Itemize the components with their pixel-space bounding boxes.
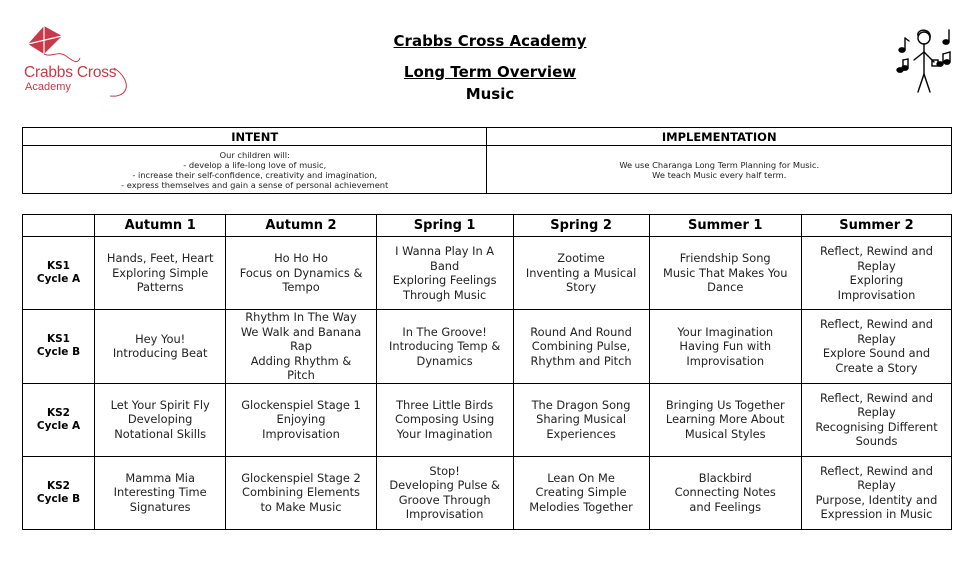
table-row bbox=[23, 456, 952, 529]
unit-line: Recognising Different bbox=[815, 419, 938, 434]
unit-cell bbox=[95, 310, 226, 384]
intent-line: - express themselves and gain a sense of personal achievement bbox=[121, 179, 389, 190]
unit-cell bbox=[801, 456, 951, 529]
unit-line: Let Your Spirit Fly bbox=[110, 397, 210, 412]
unit-line: Rhythm In The Way bbox=[245, 310, 357, 324]
unit-line: Learning More About bbox=[665, 412, 785, 427]
unit-line: Lean On Me bbox=[547, 470, 615, 485]
unit-line: Groove Through bbox=[398, 492, 491, 507]
unit-line: Exploring Feelings bbox=[392, 273, 497, 287]
unit-line: Glockenspiel Stage 1 bbox=[241, 397, 361, 412]
implementation-line: We teach Music every half term. bbox=[652, 169, 787, 180]
row-label bbox=[23, 237, 95, 310]
implementation-content bbox=[487, 146, 952, 194]
unit-line: Purpose, Identity and bbox=[815, 492, 938, 507]
unit-line: Experiences bbox=[546, 426, 616, 441]
row-label-line: KS1 bbox=[46, 333, 70, 346]
unit-line: Exploring bbox=[849, 273, 904, 287]
unit-cell bbox=[801, 383, 951, 456]
row-label bbox=[23, 456, 95, 529]
table-row bbox=[23, 237, 952, 310]
unit-line: Three Little Birds bbox=[396, 397, 494, 412]
intent-line: - develop a life-long love of music, bbox=[183, 159, 327, 170]
unit-cell bbox=[649, 383, 801, 456]
document-title: Long Term Overview bbox=[403, 63, 577, 81]
unit-line: Your Imagination bbox=[677, 324, 774, 339]
unit-line: I Wanna Play In A bbox=[395, 244, 495, 258]
unit-cell bbox=[649, 310, 801, 384]
unit-cell bbox=[513, 456, 649, 529]
unit-line: Having Fun with bbox=[679, 339, 772, 353]
unit-line: Explore Sound and bbox=[822, 346, 931, 361]
implementation-line: We use Charanga Long Term Planning for Music. bbox=[619, 159, 820, 170]
unit-line: Create a Story bbox=[835, 360, 918, 375]
unit-line: Reflect, Rewind and bbox=[820, 317, 933, 332]
subject-title: Music bbox=[465, 85, 515, 103]
unit-cell bbox=[801, 310, 951, 384]
unit-line: Ho Ho Ho bbox=[274, 251, 328, 266]
unit-line: Mamma Mia bbox=[125, 470, 195, 485]
intent-heading: INTENT bbox=[23, 128, 487, 146]
overview-body bbox=[23, 237, 952, 530]
unit-line: Melodies Together bbox=[529, 499, 633, 514]
unit-line: Enjoying bbox=[276, 412, 326, 427]
unit-cell bbox=[513, 237, 649, 310]
unit-cell bbox=[226, 237, 376, 310]
unit-line: Friendship Song bbox=[679, 251, 771, 266]
unit-line: Sounds bbox=[855, 434, 898, 448]
unit-line: Composing Using bbox=[394, 412, 495, 427]
unit-line: Hands, Feet, Heart bbox=[106, 251, 214, 266]
unit-line: Focus on Dynamics & bbox=[239, 265, 363, 280]
unit-line: The Dragon Song bbox=[531, 397, 631, 412]
unit-line: Rhythm and Pitch bbox=[530, 353, 632, 368]
unit-cell bbox=[376, 237, 513, 310]
unit-line: Dance bbox=[707, 280, 744, 295]
unit-line: Signatures bbox=[129, 499, 191, 514]
unit-line: Bringing Us Together bbox=[665, 397, 785, 412]
implementation-heading: IMPLEMENTATION bbox=[487, 128, 952, 146]
unit-line: Improvisation bbox=[262, 426, 340, 441]
term-header: Autumn 2 bbox=[226, 215, 376, 237]
row-label-line: Cycle A bbox=[36, 273, 81, 285]
unit-cell bbox=[376, 456, 513, 529]
unit-cell bbox=[649, 237, 801, 310]
unit-line: Zootime bbox=[557, 251, 605, 266]
intent-content bbox=[23, 146, 487, 194]
unit-line: Rap bbox=[290, 339, 312, 353]
unit-line: Replay bbox=[857, 331, 896, 346]
unit-cell bbox=[376, 383, 513, 456]
unit-cell bbox=[649, 456, 801, 529]
row-label-line: Cycle A bbox=[36, 419, 81, 432]
term-header: Summer 1 bbox=[649, 215, 801, 237]
row-label bbox=[23, 310, 95, 384]
unit-line: Combining Pulse, bbox=[531, 339, 631, 353]
unit-line: Band bbox=[430, 258, 460, 273]
unit-line: We Walk and Banana bbox=[240, 324, 362, 339]
term-header: Spring 1 bbox=[376, 215, 513, 237]
term-header-row bbox=[23, 215, 952, 237]
unit-cell bbox=[376, 310, 513, 384]
unit-line: Introducing Temp & bbox=[389, 339, 501, 353]
row-label bbox=[23, 383, 95, 456]
long-term-overview-table bbox=[22, 214, 952, 530]
unit-cell bbox=[95, 383, 226, 456]
unit-line: Replay bbox=[857, 258, 896, 273]
unit-line: Stop! bbox=[429, 463, 460, 478]
unit-cell bbox=[226, 310, 376, 384]
row-label-line: Cycle B bbox=[36, 346, 81, 359]
unit-cell bbox=[226, 456, 376, 529]
unit-line: Reflect, Rewind and bbox=[820, 390, 933, 405]
unit-line: Story bbox=[566, 280, 597, 295]
unit-line: Glockenspiel Stage 2 bbox=[241, 470, 361, 485]
unit-line: Musical Styles bbox=[684, 426, 766, 441]
unit-line: Blackbird bbox=[698, 470, 752, 485]
unit-line: Your Imagination bbox=[396, 426, 493, 441]
unit-line: Adding Rhythm & bbox=[250, 353, 352, 368]
intent-line: - increase their self-confidence, creativity and imagination, bbox=[132, 169, 378, 180]
unit-line: Notational Skills bbox=[114, 426, 207, 441]
unit-line: Pitch bbox=[287, 368, 315, 382]
table-row bbox=[23, 383, 952, 456]
unit-line: Round And Round bbox=[530, 324, 632, 339]
school-title: Crabbs Cross Academy bbox=[393, 32, 587, 50]
unit-line: and Feelings bbox=[689, 499, 762, 514]
unit-line: Connecting Notes bbox=[674, 485, 776, 500]
unit-line: Combining Elements bbox=[242, 485, 360, 500]
row-label-line: KS1 bbox=[46, 260, 70, 272]
unit-cell bbox=[801, 237, 951, 310]
term-header: Spring 2 bbox=[513, 215, 649, 237]
unit-line: Replay bbox=[857, 478, 896, 492]
unit-cell bbox=[226, 383, 376, 456]
unit-line: In The Groove! bbox=[402, 324, 487, 339]
table-row bbox=[23, 310, 952, 384]
unit-cell bbox=[513, 383, 649, 456]
unit-line: Developing Pulse & bbox=[389, 478, 500, 492]
school-logo bbox=[22, 24, 132, 104]
row-label-line: KS2 bbox=[46, 406, 70, 419]
unit-line: Replay bbox=[857, 405, 896, 419]
unit-line: Exploring Simple bbox=[112, 265, 209, 280]
unit-line: Patterns bbox=[136, 280, 184, 295]
unit-line: Creating Simple bbox=[535, 485, 627, 500]
unit-cell bbox=[95, 237, 226, 310]
unit-line: Improvisation bbox=[837, 287, 916, 302]
unit-line: Hey You! bbox=[135, 331, 186, 346]
unit-line: Developing bbox=[127, 412, 193, 427]
unit-cell bbox=[95, 456, 226, 529]
unit-line: Tempo bbox=[282, 280, 320, 295]
unit-line: Expression in Music bbox=[820, 507, 933, 521]
unit-line: Improvisation bbox=[686, 353, 765, 368]
row-label-line: Cycle B bbox=[36, 492, 81, 505]
unit-line: to Make Music bbox=[260, 499, 342, 514]
unit-line: Introducing Beat bbox=[112, 346, 208, 361]
unit-line: Dynamics bbox=[416, 353, 473, 368]
logo-school-name: Crabbs Cross bbox=[24, 64, 117, 81]
unit-line: Reflect, Rewind and bbox=[820, 463, 933, 478]
unit-line: Inventing a Musical bbox=[525, 265, 637, 280]
term-header: Autumn 1 bbox=[95, 215, 226, 237]
unit-line: Music That Makes You bbox=[663, 265, 788, 280]
intent-implementation-table bbox=[22, 127, 952, 194]
row-label-line: KS2 bbox=[46, 479, 70, 492]
logo-academy-label: Academy bbox=[25, 81, 71, 93]
unit-line: Interesting Time bbox=[113, 485, 207, 500]
unit-line: Improvisation bbox=[405, 507, 484, 521]
unit-cell bbox=[513, 310, 649, 384]
corner-cell bbox=[23, 215, 95, 237]
unit-line: Reflect, Rewind and bbox=[820, 244, 933, 258]
term-header: Summer 2 bbox=[801, 215, 951, 237]
music-notes-figure-icon bbox=[894, 26, 956, 98]
unit-line: Sharing Musical bbox=[536, 412, 626, 427]
unit-line: Through Music bbox=[402, 287, 487, 302]
intent-line: Our children will: bbox=[219, 149, 290, 160]
